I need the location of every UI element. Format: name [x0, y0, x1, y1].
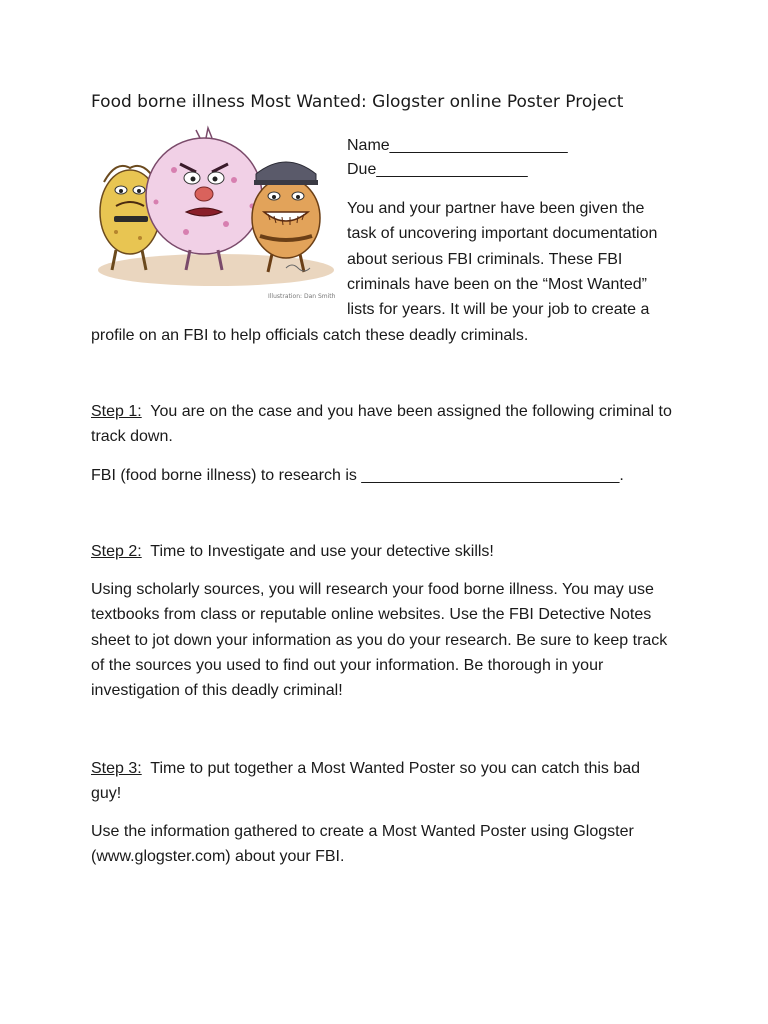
step1-label: Step 1: — [91, 403, 142, 420]
intro-line: task of uncovering important documentation — [347, 225, 658, 243]
due-field: Due_________________ — [347, 161, 528, 178]
step3-text: Time to put together a Most Wanted Poster so you can catch this bad — [141, 760, 641, 777]
step2-body-line: Using scholarly sources, you will research your food borne illness. You may use — [91, 581, 654, 598]
intro-line: lists for years. It will be your job to create a — [347, 301, 650, 319]
step2-heading — [91, 539, 691, 564]
intro-line: You and your partner have been given the — [347, 200, 645, 217]
step3-paragraph — [91, 756, 691, 807]
step2-body-line: investigation of this deadly criminal! — [91, 682, 343, 700]
document-title: Food borne illness Most Wanted: Glogster online Poster Project — [91, 92, 624, 112]
step3-body-line: (www.glogster.com) about your FBI. — [91, 848, 345, 866]
middle-germ-figure — [146, 128, 262, 270]
step2-body-line: sheet to jot down your information as you do your research. Be sure to keep track — [91, 631, 668, 649]
step2-body — [91, 577, 691, 703]
illustration-credit: Illustration: Dan Smith — [268, 293, 336, 300]
step1-text: You are on the case and you have been assigned the following criminal to — [141, 403, 672, 420]
intro-line: criminals have been on the “Most Wanted” — [347, 275, 647, 293]
intro-line: about serious FBI criminals. These FBI — [347, 250, 623, 268]
name-field: Name____________________ — [347, 137, 568, 154]
step2-body-line: of the sources you used to find out your information. Be thorough in your — [91, 656, 604, 674]
intro-paragraph — [347, 196, 657, 322]
step1-text-continued: track down. — [91, 428, 173, 446]
step1-paragraph — [91, 399, 691, 450]
intro-line-final: profile on an FBI to help officials catch these deadly criminals. — [91, 327, 529, 344]
germ-criminals-drawing — [96, 120, 336, 306]
step3-body — [91, 819, 691, 870]
germ-criminals-illustration — [96, 120, 336, 306]
step2-text: Time to Investigate and use your detective skills! — [141, 543, 494, 560]
step2-body-line: textbooks from class or reputable online websites. Use the FBI Detective Notes — [91, 606, 652, 624]
step3-text-continued: guy! — [91, 785, 122, 803]
fbi-research-line: FBI (food borne illness) to research is _____________________________. — [91, 467, 624, 484]
step2-label: Step 2: — [91, 543, 142, 560]
step3-label: Step 3: — [91, 760, 142, 777]
step3-body-line: Use the information gathered to create a Most Wanted Poster using Glogster — [91, 823, 634, 840]
